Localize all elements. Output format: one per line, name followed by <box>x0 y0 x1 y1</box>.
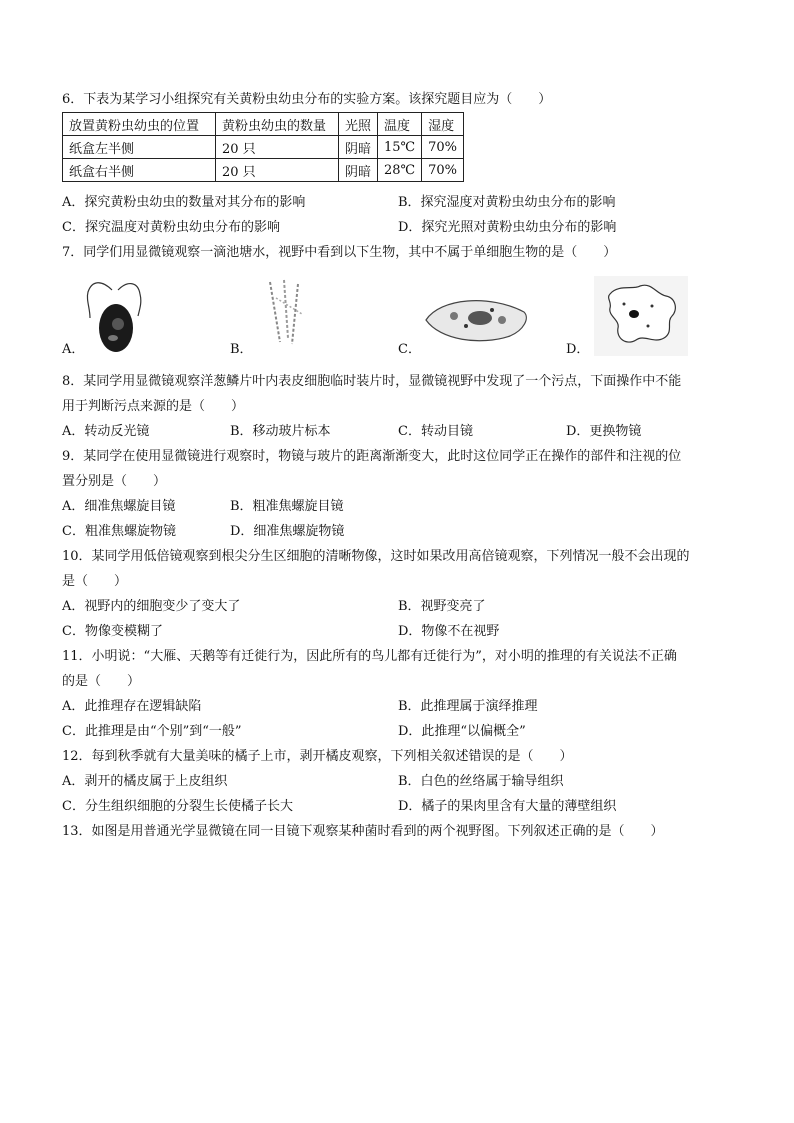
table-cell: 阴暗 <box>339 159 378 182</box>
q10-option-c: C．物像变模糊了 <box>62 624 163 639</box>
amoeba-icon <box>594 276 688 356</box>
q11-option-d: D．此推理“以偏概全” <box>398 724 526 739</box>
q6-option-c: C．探究温度对黄粉虫幼虫分布的影响 <box>62 220 280 235</box>
q12-option-c: C．分生组织细胞的分裂生长使橘子长大 <box>62 799 293 814</box>
table-header-cell: 温度 <box>378 113 422 136</box>
table-cell: 纸盒右半侧 <box>63 159 216 182</box>
q9-stem-line1: 9．某同学在使用显微镜进行观察时，物镜与玻片的距离渐渐变大，此时这位同学正在操作的部件和注视的位 <box>62 449 682 464</box>
filamentous-alga-icon <box>258 278 318 348</box>
q10-stem-line1: 10．某同学用低倍镜观察到根尖分生区细胞的清晰物像，这时如果改用高倍镜观察，下列情况一般不会出现的 <box>62 549 690 564</box>
chlamydomonas-icon <box>82 278 152 358</box>
q10-stem-line2: 是（ ） <box>62 574 128 589</box>
table-cell: 70% <box>422 136 464 159</box>
q10-option-d: D．物像不在视野 <box>398 624 500 639</box>
q12-stem: 12．每到秋季就有大量美味的橘子上市，剥开橘皮观察，下列相关叙述错误的是（ ） <box>62 749 573 764</box>
q11-stem-line1: 11．小明说：“大雁、天鹅等有迁徙行为，因此所有的鸟儿都有迁徙行为”，对小明的推理的有关说法不正确 <box>62 649 677 664</box>
table-header-cell: 放置黄粉虫幼虫的位置 <box>63 113 216 136</box>
q6-option-b: B．探究湿度对黄粉虫幼虫分布的影响 <box>398 195 616 210</box>
q8-stem-line1: 8．某同学用显微镜观察洋葱鳞片叶内表皮细胞临时装片时，显微镜视野中发现了一个污点，下面操作中不能 <box>62 374 682 389</box>
table-cell: 70% <box>422 159 464 182</box>
q9-option-b: B．粗准焦螺旋目镜 <box>230 499 344 514</box>
table-header-cell: 光照 <box>339 113 378 136</box>
q11-option-c: C．此推理是由“个别”到“一般” <box>62 724 242 739</box>
q8-option-d: D．更换物镜 <box>566 424 642 439</box>
q10-option-a: A．视野内的细胞变少了变大了 <box>62 599 241 614</box>
q7-label-a: A． <box>62 342 85 357</box>
q7-label-b: B． <box>230 342 253 357</box>
q7-label-d: D． <box>566 342 590 357</box>
q11-stem-line2: 的是（ ） <box>62 674 141 689</box>
q9-option-a: A．细准焦螺旋目镜 <box>62 499 176 514</box>
q8-stem-line2: 用于判断污点来源的是（ ） <box>62 399 245 414</box>
table-row <box>63 136 464 159</box>
q8-option-c: C．转动目镜 <box>398 424 473 439</box>
q10-option-b: B．视野变亮了 <box>398 599 486 614</box>
q9-option-c: C．粗准焦螺旋物镜 <box>62 524 176 539</box>
q9-stem-line2: 置分别是（ ） <box>62 474 167 489</box>
q13-stem: 13．如图是用普通光学显微镜在同一目镜下观察某种菌时看到的两个视野图。下列叙述正确的是（ ） <box>62 824 664 839</box>
table-cell: 28℃ <box>378 159 422 182</box>
q8-option-b: B．移动玻片标本 <box>230 424 331 439</box>
q7-stem: 7．同学们用显微镜观察一滴池塘水，视野中看到以下生物，其中不属于单细胞生物的是（ ） <box>62 245 617 260</box>
q11-option-a: A．此推理存在逻辑缺陷 <box>62 699 202 714</box>
q9-option-d: D．细准焦螺旋物镜 <box>230 524 345 539</box>
table-header-row <box>63 113 464 136</box>
q12-option-d: D．橘子的果肉里含有大量的薄壁组织 <box>398 799 617 814</box>
table-header-cell: 湿度 <box>422 113 464 136</box>
table-row <box>63 159 464 182</box>
q6-option-a: A．探究黄粉虫幼虫的数量对其分布的影响 <box>62 195 306 210</box>
q12-option-a: A．剥开的橘皮属于上皮组织 <box>62 774 228 789</box>
q12-option-b: B．白色的丝络属于输导组织 <box>398 774 564 789</box>
table-cell: 20 只 <box>216 136 339 159</box>
q6-stem: 6．下表为某学习小组探究有关黄粉虫幼虫分布的实验方案。该探究题目应为（ ） <box>62 92 552 107</box>
paramecium-icon <box>420 290 532 348</box>
table-cell: 15℃ <box>378 136 422 159</box>
q8-option-a: A．转动反光镜 <box>62 424 150 439</box>
q6-experiment-table <box>62 112 464 182</box>
table-cell: 纸盒左半侧 <box>63 136 216 159</box>
table-cell: 阴暗 <box>339 136 378 159</box>
table-cell: 20 只 <box>216 159 339 182</box>
q11-option-b: B．此推理属于演绎推理 <box>398 699 538 714</box>
q6-option-d: D．探究光照对黄粉虫幼虫分布的影响 <box>398 220 617 235</box>
table-header-cell: 黄粉虫幼虫的数量 <box>216 113 339 136</box>
q7-label-c: C． <box>398 342 421 357</box>
